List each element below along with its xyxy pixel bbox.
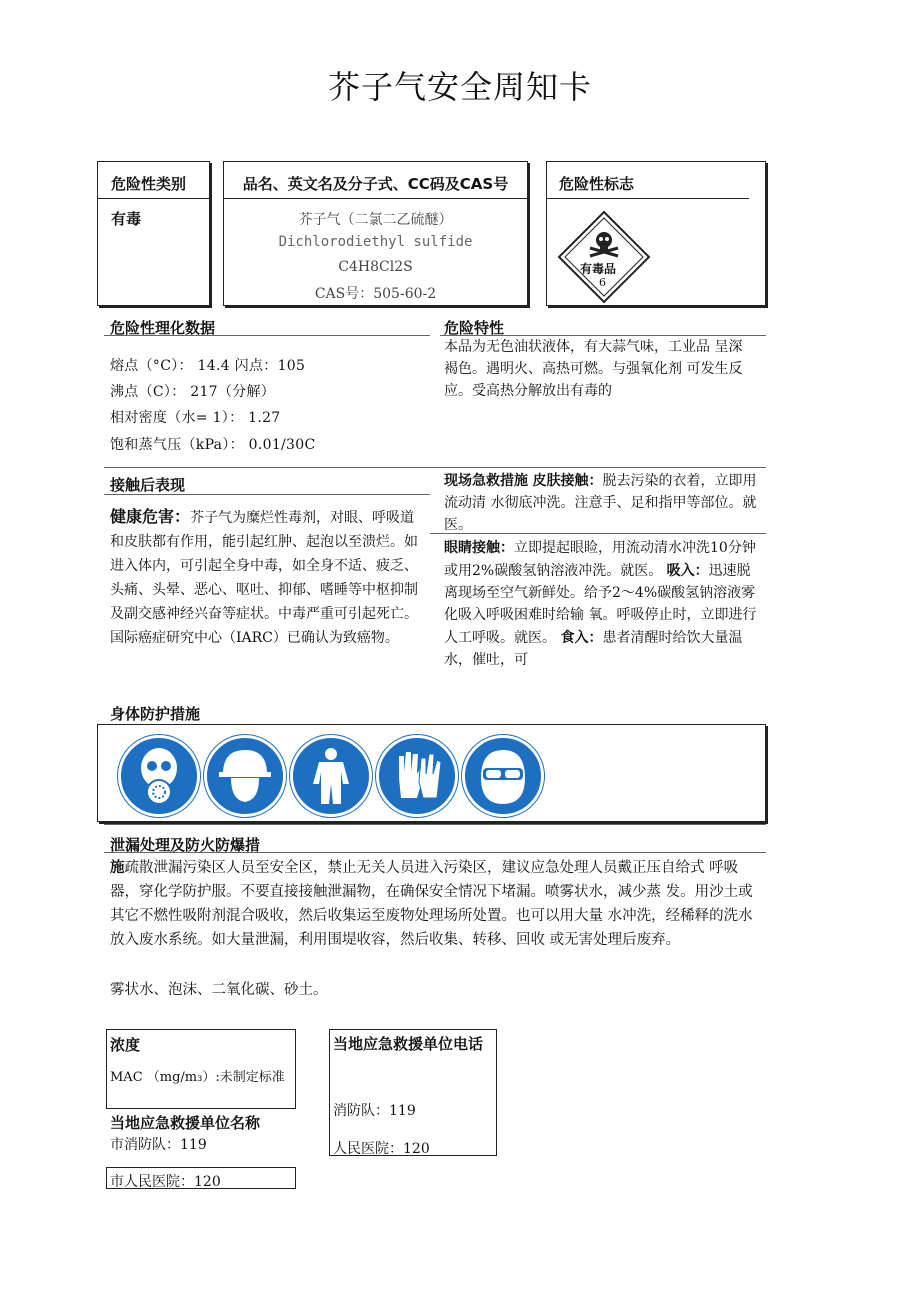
leak-header-tail: 施: [110, 860, 125, 876]
page-title: 芥子气安全周知卡: [327, 68, 592, 106]
city-hospital: 市人民医院：120: [110, 1174, 221, 1190]
first-aid-body: [444, 469, 762, 536]
ingestion-text: 患者清醒时给饮大量温水，催吐，可: [444, 630, 743, 668]
hazard-sign-label: 有毒品: [580, 262, 617, 276]
hospital-phone: 人民医院：120: [333, 1141, 430, 1157]
fire-brigade-phone: 消防队：119: [333, 1103, 416, 1119]
concentration-box: [106, 1029, 296, 1109]
melting-point: 熔点（°C）： 14.4 闪点：105: [110, 358, 306, 374]
inhalation-text: 迅速脱离现场至空气新鲜处。给予2～4%碳酸氢钠溶液雾化吸入呼吸困难时给输 氧。呼吸停止时，立即进行人工呼吸。就医。: [444, 563, 757, 646]
chemical-name-en: Dichlorodiethyl sulfide: [278, 234, 473, 250]
hazard-category-value: 有毒: [111, 210, 142, 228]
inhalation-lead: 吸入：: [666, 562, 709, 578]
exposure-body: [110, 505, 426, 650]
skin-contact-lead: 皮肤接触：: [532, 472, 603, 488]
emergency-phone-header: 当地应急救援单位电话: [333, 1035, 484, 1053]
boiling-point: 沸点（C）： 217（分解）: [110, 384, 276, 400]
city-fire-brigade: 市消防队：119: [110, 1137, 207, 1153]
physchem-header: 危险性理化数据: [110, 319, 216, 337]
eye-contact-text: 立即提起眼睑，用流动清水冲洗10分钟或用2%碳酸氢钠溶液冲洗。就医。: [444, 540, 756, 579]
toxic-diamond-icon: [557, 210, 651, 304]
city-hospital-box: [106, 1167, 296, 1189]
leak-text: 疏散泄漏污染区人员至安全区，禁止无关人员进入污染区，建议应急处理人员戴正压自给式 呼吸器，穿化学防护服。不要直接接触泄漏物，在确保安全情况下堵漏。喷雾状水，减少蒸 发。用沙土或其它不燃性吸附剂混合吸收，然后收集运至废物处理场所处置。也可以用大量 水冲洗，经稀释的洗水放入废水系统。如大量泄漏，利用围堤收容，然后收集、转移、回收 或无害处理后废弃。: [110, 860, 753, 948]
hazard-props-header: 危险特性: [444, 319, 505, 337]
eye-contact-lead: 眼睛接触：: [444, 539, 514, 555]
first-aid-body-2: [444, 536, 764, 671]
emergency-phone-box: [329, 1029, 497, 1156]
identity-box: [223, 161, 528, 306]
identity-header: 品名、英文名及分子式、CC码及CAS号: [242, 175, 509, 193]
hazard-sign-box: [546, 161, 766, 306]
protection-header: 身体防护措施: [110, 705, 201, 723]
goggles-icon: [462, 735, 544, 817]
protection-icons-box: [97, 724, 766, 822]
concentration-header: 浓度: [110, 1036, 141, 1054]
skin-contact-text: 脱去污染的衣着，立即用流动清 水彻底冲洗。注意手、足和指甲等部位。就 医。: [444, 473, 757, 533]
hazard-category-header: 危险性类别: [111, 175, 187, 193]
chemical-name-cn: 芥子气（二氯二乙硫醚）: [298, 212, 453, 228]
protective-suit-icon: [290, 735, 372, 817]
exposure-header: 接触后表现: [110, 476, 186, 494]
first-aid-header: 现场急救措施: [444, 472, 528, 488]
cas-number: CAS号：505-60-2: [314, 286, 437, 302]
health-hazard-text: 芥子气为糜烂性毒剂，对眼、呼吸道和皮肤都有作用，能引起红肿、起泡以至溃烂。如进入体内，可引起全身中毒，如全身不适、疲乏、头痛、头晕、恶心、呕吐、抑郁、嗜睡等中枢抑制及副交感神经兴奋等症状。中毒严重可引起死亡。国际癌症研究中心（IARC）已确认为致癌物。: [110, 510, 418, 646]
vapor-pressure: 饱和蒸气压（kPa）： 0.01/30C: [110, 437, 316, 453]
mac-value: MAC （mg/m₃）:未制定标准: [110, 1070, 285, 1085]
ingestion-lead: 食入：: [560, 629, 603, 645]
helmet-icon: [204, 735, 286, 817]
extinguishing-agents: 雾状水、泡沫、二氧化碳、砂土。: [110, 982, 328, 998]
hazard-sign-header: 危险性标志: [559, 175, 635, 193]
hazard-props-text: 本品为无色油状液体，有大蒜气味，工业品 呈深褐色。遇明火、高热可燃。与强氧化剂 可发生反应。受高热分解放出有毒的: [444, 339, 743, 399]
chemical-formula: C4H8Cl2S: [338, 259, 413, 275]
gloves-icon: [376, 735, 458, 817]
relative-density: 相对密度（水= 1）： 1.27: [110, 410, 281, 426]
leak-body: [110, 856, 764, 952]
hazard-category-box: [97, 161, 210, 306]
hazard-class-number: 6: [599, 276, 606, 289]
leak-header: 泄漏处理及防火防爆措: [110, 836, 261, 854]
gas-mask-icon: [118, 735, 200, 817]
health-hazard-lead: 健康危害：: [110, 507, 191, 526]
emergency-name-header: 当地应急救援单位名称: [110, 1114, 261, 1132]
